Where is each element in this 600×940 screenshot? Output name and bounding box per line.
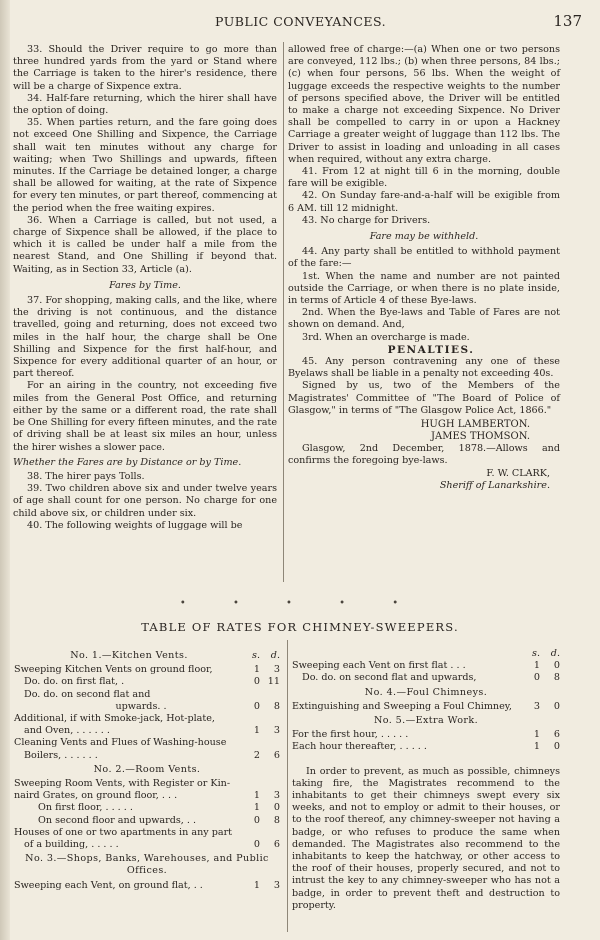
rate-shillings: 1 <box>253 879 260 891</box>
rate-row <box>292 701 560 713</box>
rate-description: On first floor, . . . . . <box>38 802 133 814</box>
rate-description-line: Sweeping Room Vents, with Register or Kin- <box>14 778 231 790</box>
rate-pence: 11 <box>267 676 280 688</box>
bylaw-37-airing: For an airing in the country, not exceeding five miles from the General Post Office, and returning either by the same or a different road, the rate shall be One Shilling for every fifteen minutes, and the rate of driving shall be at least six miles an hour, unless the hirer wishes a slower pace. <box>13 380 277 453</box>
sheriff-approval: Glasgow, 2nd December, 1878.—Allows and confirms the foregoing bye-laws. <box>288 443 560 467</box>
room-vents-heading: No. 2.—Room Vents. <box>93 763 201 775</box>
right-text-column <box>288 44 560 492</box>
rate-shillings: 1 <box>533 729 540 741</box>
column-divider-bottom <box>287 640 288 932</box>
rate-description: Do. do. on first flat, . <box>24 676 125 688</box>
bylaw-44: 44. Any party shall be entitled to withhold payment of the fare:— <box>288 246 560 270</box>
rate-description-line: Do. do. on second flat and <box>24 688 151 700</box>
signatures <box>288 419 560 443</box>
rates-right-column <box>292 648 560 922</box>
shops-banks-heading: No. 3.—Shops, Banks, Warehouses, and Public Offices. <box>25 853 269 877</box>
rate-row <box>14 664 280 676</box>
rate-description: Sweeping Kitchen Vents on ground floor, <box>14 664 213 676</box>
rate-row <box>292 672 560 684</box>
rate-shillings: 1 <box>533 660 540 672</box>
rates-right-header-row <box>292 648 560 660</box>
rate-pence: 8 <box>553 672 560 684</box>
rate-row <box>14 750 280 762</box>
rate-row <box>14 790 280 802</box>
rate-shillings: 1 <box>253 725 260 737</box>
bylaw-44-first: 1st. When the name and number are not painted outside the Carriage, or when there is no plate inside, in terms of Article 4 of these Bye-laws. <box>288 270 560 307</box>
rate-description: and Oven, . . . . . . <box>24 725 110 737</box>
signed-statement: Signed by us, two of the Members of the Magistrates' Committee of "The Board of Police of Glasgow," in terms of "The Glasgow Police Act, 1866." <box>288 380 560 416</box>
foul-chimneys-heading: No. 4.—Foul Chimneys. <box>364 686 488 698</box>
rate-pence: 0 <box>553 700 560 712</box>
rate-shillings: 0 <box>533 672 540 684</box>
rate-pence: 3 <box>273 790 280 802</box>
rate-pence: 6 <box>553 729 560 741</box>
bylaw-39: 39. Two children above six and under twelve years of age shall count for one person. No charge for one child above six, or children under six. <box>13 483 277 519</box>
rate-description-line: Cleaning Vents and Flues of Washing-house <box>14 737 227 749</box>
signatory-thomson: JAMES THOMSON. <box>431 431 530 443</box>
kitchen-vents-heading: No. 1.—Kitchen Vents. <box>70 650 188 661</box>
rate-shillings: 2 <box>253 749 260 761</box>
bylaw-43: 43. No charge for Drivers. <box>302 214 431 226</box>
rate-description: On second floor and upwards, . . <box>38 814 197 826</box>
rate-shillings: 1 <box>253 790 260 802</box>
bylaw-38: 38. The hirer pays Tolls. <box>27 470 145 482</box>
rate-description: Each hour thereafter, . . . . . <box>292 741 427 753</box>
signatory-lamberton: HUGH LAMBERTON. <box>420 419 530 431</box>
bylaw-44-third: 3rd. When an overcharge is made. <box>302 331 470 343</box>
rate-pence: 6 <box>273 839 280 851</box>
bylaw-42: 42. On Sunday fare-and-a-half will be exigible from 6 AM. till 12 midnight. <box>288 190 560 214</box>
bylaw-44-second: 2nd. When the Bye-laws and Table of Fares are not shown on demand. And, <box>288 307 560 331</box>
bylaw-35: 35. When parties return, and the fare going does not exceed One Shilling and Sixpence, the Carriage shall wait ten minutes without any charge for waiting; when Two Shillings and upwards, fifteen minutes. If the Carriage be detained longer, a charge shall be allowed for waiting, at the rate of Sixpence for every ten minutes, or part thereof, commencing at the period when the free waiting expires. <box>13 117 277 214</box>
rate-pence: 6 <box>273 749 280 761</box>
rate-row <box>14 676 280 688</box>
extra-work-heading: No. 5.—Extra Work. <box>373 715 479 727</box>
rate-description: of a building, . . . . . <box>24 839 119 851</box>
rate-row <box>292 729 560 741</box>
pence-header: d. <box>550 648 560 659</box>
fare-withheld-heading: Fare may be withheld. <box>369 231 479 243</box>
pence-header: d. <box>270 650 280 661</box>
rate-row <box>14 815 280 827</box>
rate-description: Boilers, . . . . . . <box>24 749 98 761</box>
bylaw-40-continued: allowed free of charge:—(a) When one or two persons are conveyed, 112 lbs.; (b) when three persons, 84 lbs.; (c) when four persons, 56 lbs. When the weight of luggage exceeds the respective weights to the number of persons specified above, the Driver will be entitled to make a charge not exceeding Sixpence. No Driver shall be compelled to carry in or upon a Hackney Carriage a greater weight of luggage than 112 lbs. The Driver to assist in loading and unloading in all cases when required, without any extra charge. <box>288 44 560 165</box>
rate-pence: 8 <box>273 814 280 826</box>
rate-description: Extinguishing and Sweeping a Foul Chimney, <box>292 700 512 712</box>
bylaw-45: 45. Any person contravening any one of these Byelaws shall be liable in a penalty not exceeding 40s. <box>288 356 560 380</box>
rates-left-column <box>14 648 280 892</box>
bylaw-41: 41. From 12 at night till 6 in the morning, double fare will be exigible. <box>288 166 560 190</box>
left-text-column <box>13 44 277 532</box>
rate-row <box>14 725 280 737</box>
rate-pence: 0 <box>553 741 560 753</box>
distance-or-time-heading: Whether the Fares are by Distance or by Time. <box>13 456 242 468</box>
rate-description: Do. do. on second flat and upwards, <box>302 672 477 684</box>
sheriff-name: F. W. CLARK, <box>486 467 550 479</box>
penalties-heading: PENALTIES. <box>387 343 475 356</box>
bylaw-40: 40. The following weights of luggage will be <box>27 519 243 531</box>
shillings-header: s. <box>252 650 260 661</box>
rate-description: For the first hour, . . . . . <box>292 729 409 741</box>
bylaw-36: 36. When a Carriage is called, but not used, a charge of Sixpence shall be allowed, if the place to which it is called be under half a mile from the nearest Stand, and One Shilling if beyond that. Waiting, as in Section 33, Article (a). <box>13 214 277 275</box>
rate-description-line: Additional, if with Smoke-jack, Hot-plate, <box>14 713 215 725</box>
rate-shillings: 0 <box>253 700 260 712</box>
rate-row <box>14 701 280 713</box>
rate-description: upwards. . <box>115 700 167 712</box>
rate-pence: 3 <box>273 879 280 891</box>
rate-shillings: 1 <box>253 802 260 814</box>
rate-description: naird Grates, on ground floor, . . . <box>14 790 178 802</box>
rate-row <box>14 839 280 851</box>
section-divider: • • • • • <box>179 598 421 609</box>
rates-left-header-row <box>14 648 280 664</box>
page-header <box>0 14 600 34</box>
rate-shillings: 0 <box>253 839 260 851</box>
magistrates-recommendation: In order to prevent, as much as possible, chimneys taking fire, the Magistrates recommend to the inhabitants to get their chimneys swept every six weeks, and not to employ or admit to their houses, or to the roof thereof, any chimney-sweeper not having a badge, or who refuses to produce the same when demanded. The Magistrates also recommend to the inhabitants to keep the hatchway, or other access to the roof of their houses, properly secured, and not to intrust the key to any chimney-sweeper who has not a badge, in order to prevent theft and destruction to property. <box>292 765 560 911</box>
rate-pence: 0 <box>273 802 280 814</box>
rate-row <box>14 802 280 814</box>
rate-shillings: 1 <box>253 664 260 676</box>
rate-shillings: 1 <box>533 741 540 753</box>
rate-shillings: 0 <box>253 676 260 688</box>
rate-row <box>292 660 560 672</box>
rate-row <box>14 880 280 892</box>
column-divider-top <box>283 42 284 582</box>
bylaw-33: 33. Should the Driver require to go more than three hundred yards from the yard or Stand where the Carriage is taken to the hirer's residence, there will be a charge of Sixpence extra. <box>13 44 277 92</box>
bylaw-37: 37. For shopping, making calls, and the like, where the driving is not continuous, and the distance travelled, going and returning, does not exceed two miles in the half hour, the charge shall be One Shilling and Sixpence for the first half-hour, and Sixpence for every additional quarter of an hour, or part thereof. <box>13 295 277 380</box>
page-number: 137 <box>553 12 582 30</box>
sheriff-title: Sheriff of Lanarkshire. <box>439 479 550 491</box>
bylaw-34: 34. Half-fare returning, which the hirer shall have the option of doing. <box>13 92 277 117</box>
rate-row <box>292 741 560 753</box>
rate-pence: 3 <box>273 664 280 676</box>
rate-pence: 0 <box>553 660 560 672</box>
rate-description: Sweeping each Vent on first flat . . . <box>292 660 466 672</box>
page-binding-gutter <box>0 0 10 940</box>
rate-shillings: 0 <box>253 814 260 826</box>
rate-description-line: Houses of one or two apartments in any part <box>14 826 233 838</box>
fares-by-time-heading: Fares by Time. <box>109 279 181 291</box>
shillings-header: s. <box>532 648 540 659</box>
rate-shillings: 3 <box>533 700 540 712</box>
rate-pence: 8 <box>273 700 280 712</box>
rate-description: Sweeping each Vent, on ground flat, . . <box>14 879 203 891</box>
rate-pence: 3 <box>273 725 280 737</box>
rates-table-title: TABLE OF RATES FOR CHIMNEY-SWEEPERS. <box>141 620 459 634</box>
running-title: PUBLIC CONVEYANCES. <box>215 14 387 29</box>
